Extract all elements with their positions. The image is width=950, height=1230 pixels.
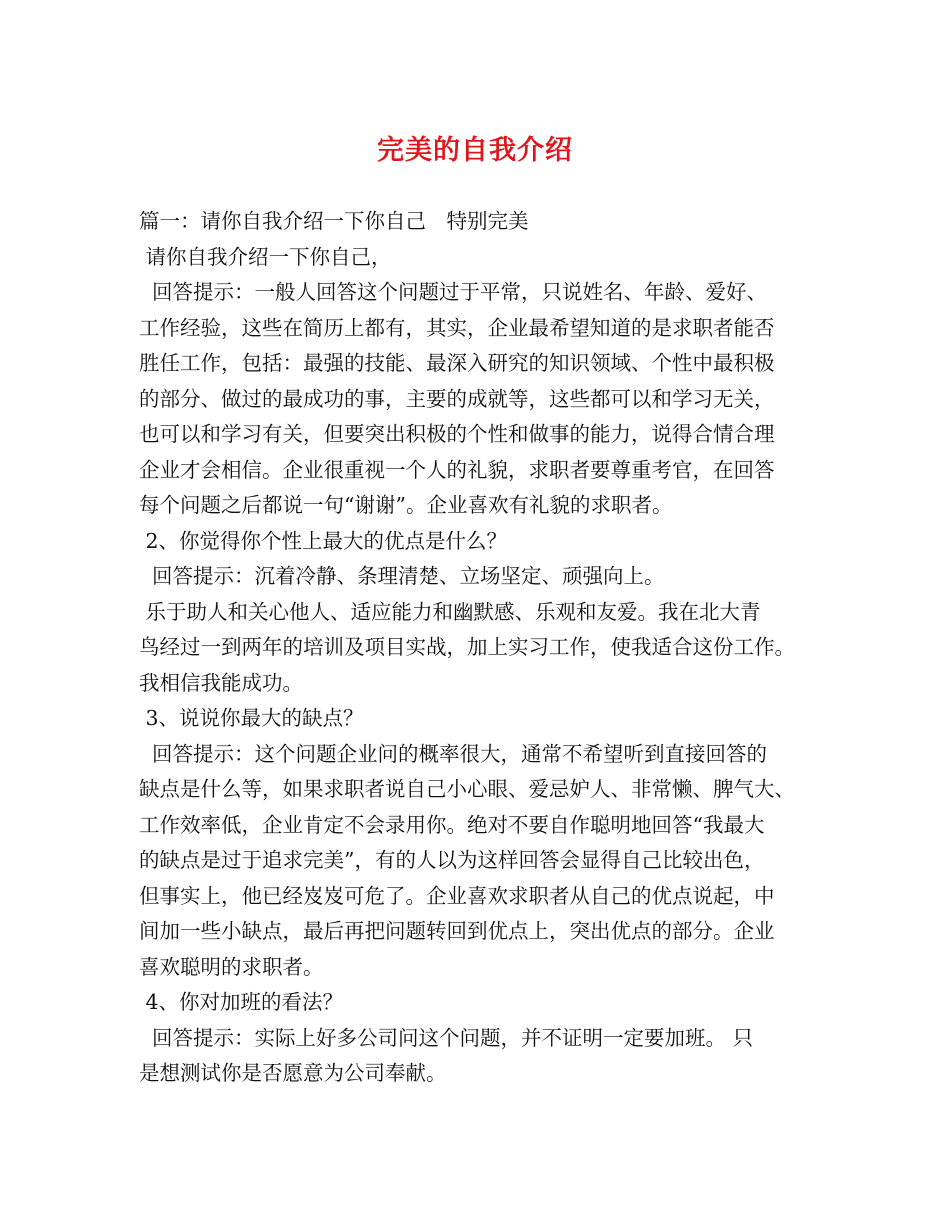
document-title: 完美的自我介绍 (377, 135, 573, 166)
paragraph-line: 但事实上，他已经岌岌可危了。企业喜欢求职者从自己的优点说起，中 (139, 883, 775, 908)
paragraph-line: 篇一：请你自我介绍一下你自己 特别完美 (139, 209, 529, 233)
paragraph-line: 请你自我介绍一下你自己， (139, 244, 392, 269)
paragraph-line: 回答提示：这个问题企业问的概率很大，通常不希望听到直接回答的 (139, 741, 768, 766)
paragraph-line: 缺点是什么等，如果求职者说自己小心眼、爱忌妒人、非常懒、脾气大、 (139, 777, 795, 801)
paragraph-line: 胜任工作，包括：最强的技能、最深入研究的知识领域、个性中最积极 (139, 351, 775, 375)
question-heading: 2、你觉得你个性上最大的优点是什么？ (139, 528, 508, 553)
question-heading: 3、说说你最大的缺点？ (139, 706, 364, 730)
paragraph-line: 的缺点是过于追求完美”，有的人以为这样回答会显得自己比较出色， (139, 848, 765, 872)
paragraph-line: 也可以和学习有关，但要突出积极的个性和做事的能力，说得合情合理 (139, 422, 775, 446)
paragraph-line: 喜欢聪明的求职者。 (139, 954, 324, 979)
paragraph-line: 工作效率低，企业肯定不会录用你。绝对不要自作聪明地回答“我最大 (139, 812, 765, 837)
paragraph-line: 是想测试你是否愿意为公司奉献。 (139, 1061, 447, 1085)
paragraph-line: 间加一些小缺点，最后再把问题转回到优点上，突出优点的部分。企业 (139, 919, 775, 943)
paragraph-line: 我相信我能成功。 (139, 670, 303, 695)
paragraph-line: 工作经验，这些在简历上都有，其实，企业最希望知道的是求职者能否 (139, 315, 775, 340)
paragraph-line: 乐于助人和关心他人、适应能力和幽默感、乐观和友爱。我在北大青 (139, 599, 761, 624)
paragraph-line: 回答提示：沉着冷静、条理清楚、立场坚定、顽强向上。 (139, 564, 665, 588)
question-heading: 4、你对加班的看法？ (139, 990, 344, 1014)
paragraph-line: 鸟经过一到两年的培训及项目实战，加上实习工作，使我适合这份工作。 (139, 635, 795, 659)
paragraph-line: 回答提示：一般人回答这个问题过于平常，只说姓名、年龄、爱好、 (139, 280, 768, 304)
paragraph-line: 企业才会相信。企业很重视一个人的礼貌，求职者要尊重考官，在回答 (139, 457, 775, 482)
paragraph-line: 的部分、做过的最成功的事，主要的成就等，这些都可以和学习无关， (139, 386, 775, 411)
paragraph-line: 回答提示：实际上好多公司问这个问题，并不证明一定要加班。 只 (139, 1025, 754, 1050)
document-body (139, 204, 829, 1092)
paragraph-line: 每个问题之后都说一句“谢谢”。企业喜欢有礼貌的求职者。 (139, 493, 673, 517)
